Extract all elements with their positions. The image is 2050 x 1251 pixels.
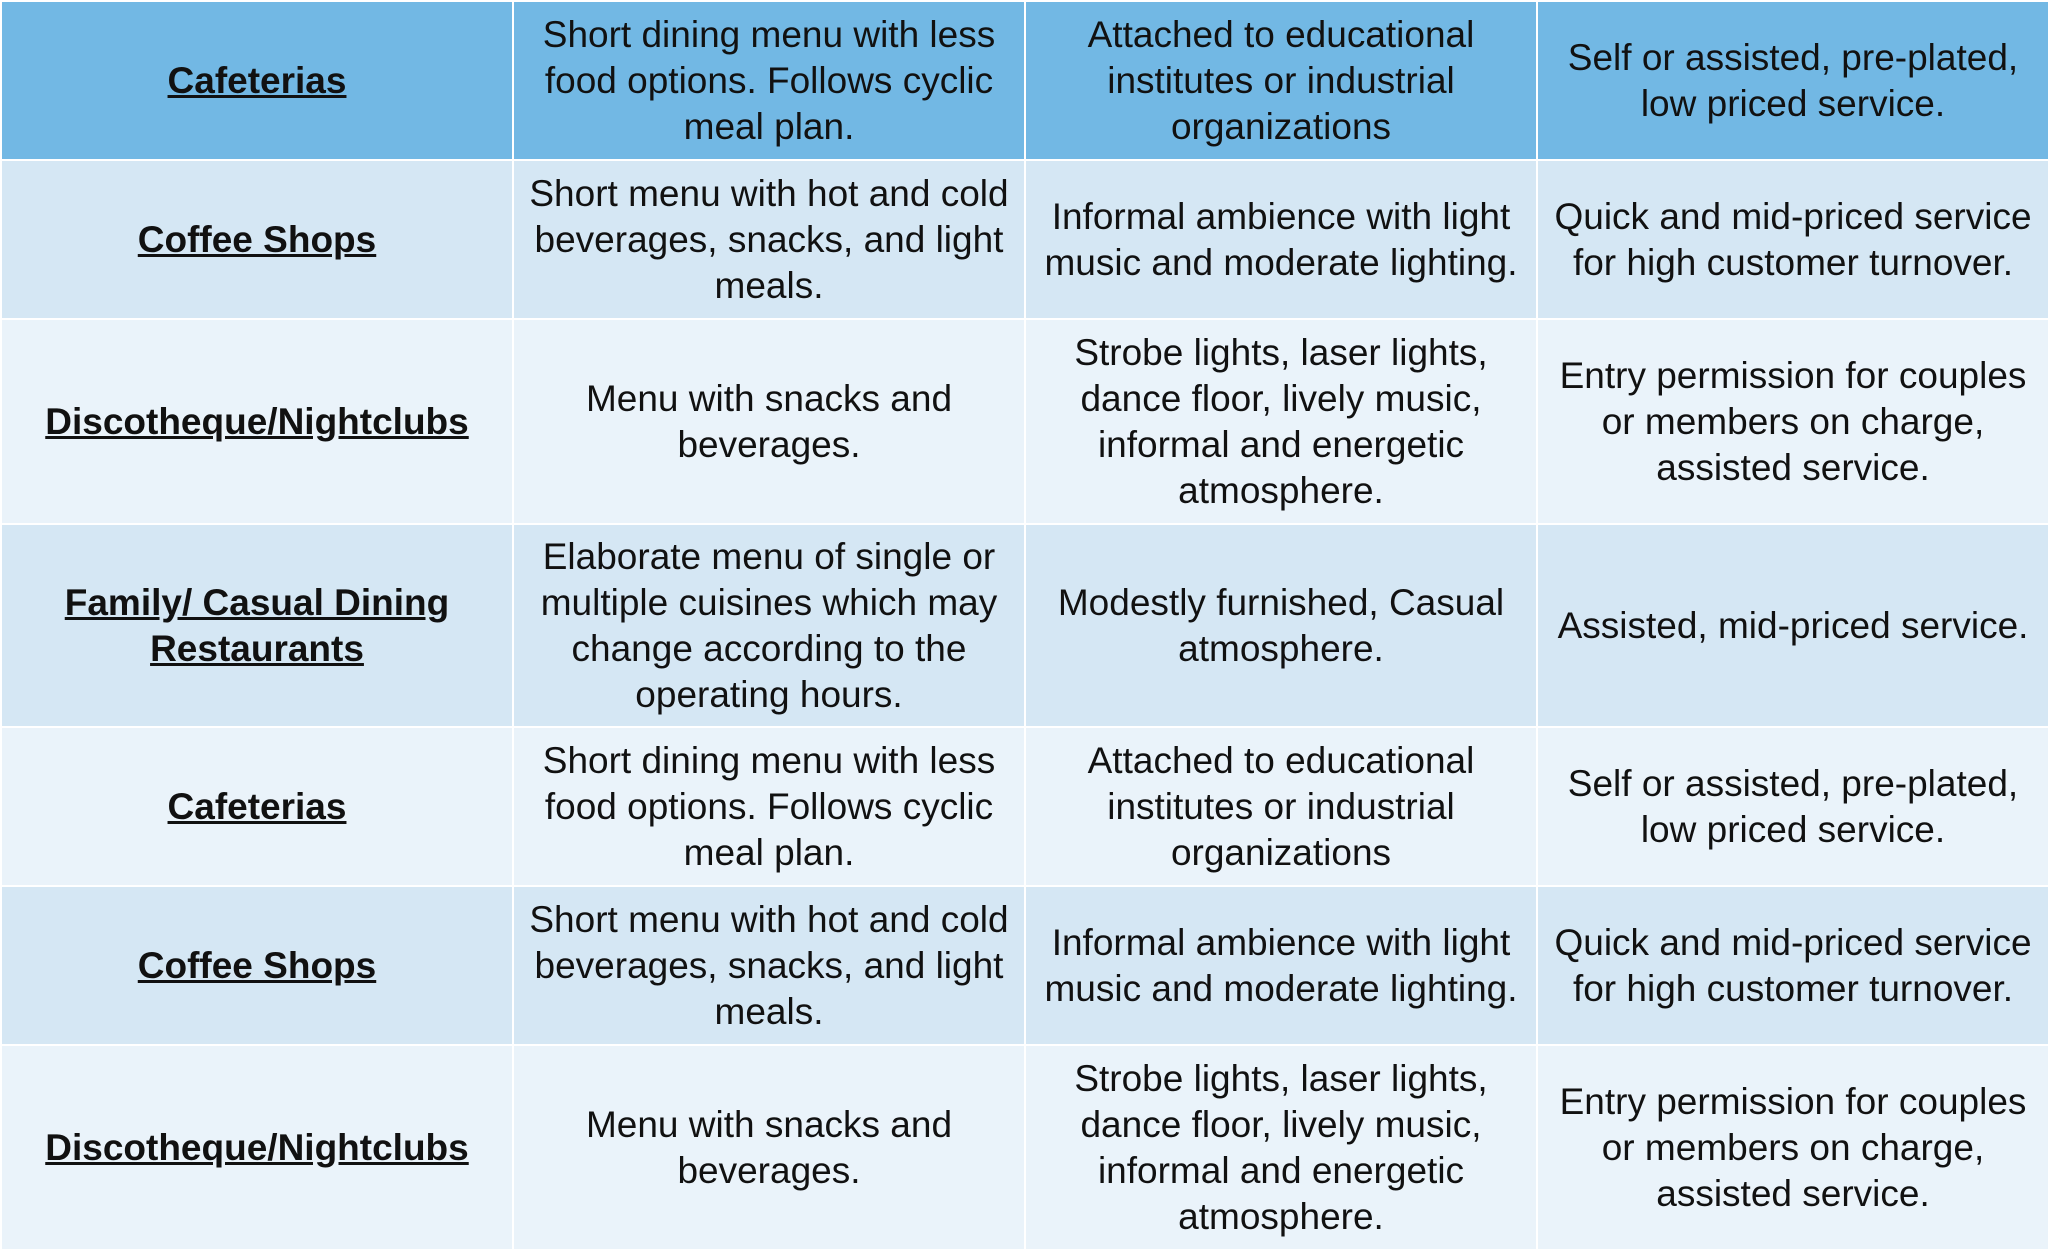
ambience-cell: Informal ambience with light music and moderate lighting. — [1025, 886, 1537, 1045]
ambience-cell: Strobe lights, laser lights, dance floor, lively music, informal and energetic atmosphere. — [1025, 319, 1537, 524]
table-row — [1, 886, 2049, 1045]
ambience-cell: Attached to educational institutes or industrial organizations — [1025, 727, 1537, 886]
service-cell: Assisted, mid-priced service. — [1537, 524, 2049, 727]
service-cell: Entry permission for couples or members on charge, assisted service. — [1537, 1045, 2049, 1250]
menu-cell: Short menu with hot and cold beverages, snacks, and light meals. — [513, 160, 1025, 319]
category-cell: Coffee Shops — [1, 160, 513, 319]
category-cell: Family/ Casual Dining Restaurants — [1, 524, 513, 727]
table-row — [1, 1, 2049, 160]
menu-cell: Short menu with hot and cold beverages, snacks, and light meals. — [513, 886, 1025, 1045]
menu-cell: Menu with snacks and beverages. — [513, 1045, 1025, 1250]
category-cell: Discotheque/Nightclubs — [1, 1045, 513, 1250]
table-row — [1, 524, 2049, 727]
ambience-cell: Modestly furnished, Casual atmosphere. — [1025, 524, 1537, 727]
category-cell: Cafeterias — [1, 1, 513, 160]
service-cell: Self or assisted, pre-plated, low priced service. — [1537, 1, 2049, 160]
table-row — [1, 727, 2049, 886]
service-cell: Entry permission for couples or members on charge, assisted service. — [1537, 319, 2049, 524]
category-cell: Cafeterias — [1, 727, 513, 886]
table-row — [1, 1045, 2049, 1250]
table-row — [1, 160, 2049, 319]
menu-cell: Short dining menu with less food options. Follows cyclic meal plan. — [513, 727, 1025, 886]
category-cell: Coffee Shops — [1, 886, 513, 1045]
menu-cell: Elaborate menu of single or multiple cuisines which may change according to the operating hours. — [513, 524, 1025, 727]
ambience-cell: Attached to educational institutes or industrial organizations — [1025, 1, 1537, 160]
table-row — [1, 319, 2049, 524]
ambience-cell: Informal ambience with light music and moderate lighting. — [1025, 160, 1537, 319]
ambience-cell: Strobe lights, laser lights, dance floor, lively music, informal and energetic atmosphere. — [1025, 1045, 1537, 1250]
service-cell: Quick and mid-priced service for high customer turnover. — [1537, 160, 2049, 319]
menu-cell: Short dining menu with less food options. Follows cyclic meal plan. — [513, 1, 1025, 160]
service-cell: Self or assisted, pre-plated, low priced service. — [1537, 727, 2049, 886]
menu-cell: Menu with snacks and beverages. — [513, 319, 1025, 524]
category-cell: Discotheque/Nightclubs — [1, 319, 513, 524]
service-cell: Quick and mid-priced service for high customer turnover. — [1537, 886, 2049, 1045]
